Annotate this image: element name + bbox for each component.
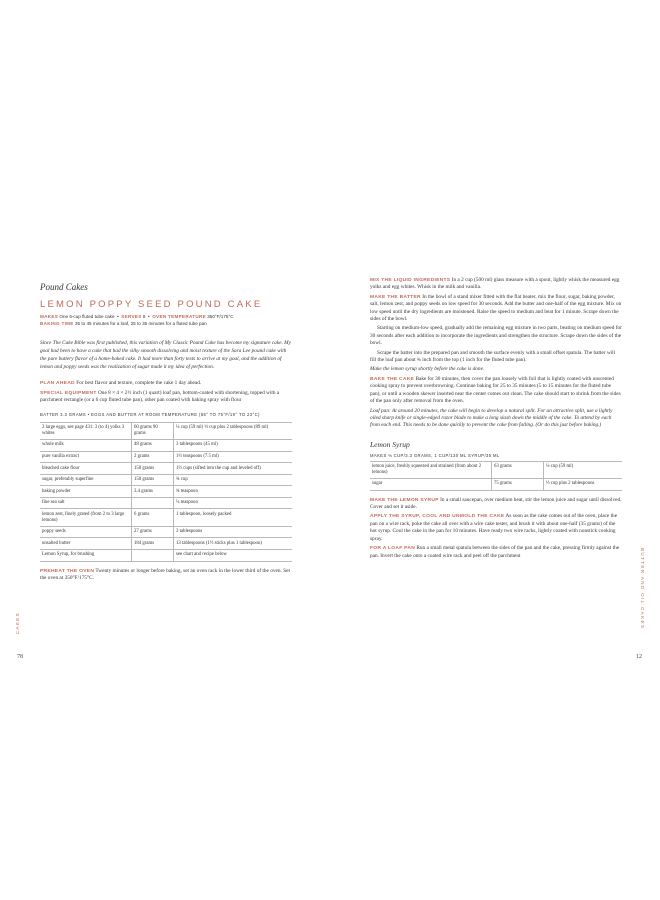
section-title: Pound Cakes: [40, 282, 88, 292]
ingredient-cell: 3 large eggs, see page 431: 3 (to 4) yolks 3 whites: [40, 422, 132, 439]
loaf-pan-note: Loaf pan: At around 20 minutes, the cake will begin to develop a natural split. For an attractive split, use a lightly oiled sharp knife or single-edged razor blade to make a long slash down the middle of the cake. To attend by each from each end. This needs to be done quickly to prevent the cake from falling. (Or do this just before baking.): [370, 407, 613, 429]
preheat-paragraph: [40, 568, 292, 583]
apply-syrup-label: APPLY THE SYRUP, COOL AND UNMOLD THE CAKE: [370, 514, 505, 520]
left-column: [40, 282, 292, 584]
meta-line-1: [40, 314, 292, 321]
grams-cell: 150 grams: [132, 463, 174, 475]
equipment-text: One 8 × 4 × 2½ inch (1 quart) loaf pan, bottom-coated with shortening, topped with a parchment rectangle (or a 6 cup fluted tube pan), other pan coated with baking spray with flour: [40, 389, 280, 404]
table-row: [40, 549, 292, 561]
right-page-number: 12: [636, 654, 642, 660]
volume-cell: ¾ teaspoon: [174, 486, 293, 498]
grams-cell: 27 grams: [132, 526, 174, 538]
plan-ahead-paragraph: [40, 380, 292, 387]
loaf-pan-label: FOR A LOAF PAN: [370, 546, 416, 552]
mix-text: In a 2 cup (500 ml) glass measure with a spout, lightly whisk the measured egg yolks and egg whites. Whisk in the milk and vanilla.: [370, 277, 620, 291]
volume-cell: ¼ cup (59 ml) ⅓ cup plus 2 tablespoons (89 ml): [174, 422, 293, 439]
bullet-icon: •: [115, 314, 120, 319]
serves-label: SERVES: [121, 314, 142, 319]
volume-cell: ¼ cup (59 ml): [544, 461, 623, 478]
apply-syrup-paragraph: [370, 513, 622, 543]
table-row: [40, 509, 292, 526]
right-running-head: BUTTER AND OIL CAKES: [640, 548, 645, 630]
table-row: [40, 422, 292, 439]
ingredient-cell: lemon juice, freshly squeezed and strained (from about 2 lemons): [370, 461, 492, 478]
volume-cell: 1½ teaspoons (7.5 ml): [174, 451, 293, 463]
ingredient-cell: sugar: [370, 479, 492, 491]
grams-cell: 48 grams: [132, 439, 174, 451]
loaf-pan-paragraph: [370, 545, 622, 560]
batter-paragraph-3: Scrape the batter into the prepared pan and smooth the surface evenly with a small offset spatula. The batter will fill the loaf pan about ¾ inch from the top (1 inch for the fluted tube pan).: [370, 349, 616, 364]
ingredient-cell: Lemon Syrup, for brushing: [40, 549, 132, 561]
grams-cell: 184 grams: [132, 538, 174, 550]
table-row: [40, 497, 292, 509]
apply-syrup-text: As soon as the cake comes out of the oven, place the pan on a wire rack, poke the cake all over with a wire cake tester, and brush it with about one-half (35 grams) of the hot syrup. Cool the cake in the pan for 10 minutes. Have ready two wire racks, lightly coated with nonstick cooking spray.: [370, 513, 618, 542]
volume-cell: 3 tablespoons: [174, 526, 293, 538]
right-column: [370, 277, 622, 562]
table-row: [40, 486, 292, 498]
make-syrup-paragraph: [370, 497, 622, 512]
table-row: [370, 461, 622, 478]
ingredient-cell: bleached cake flour: [40, 463, 132, 475]
ingredient-cell: baking powder: [40, 486, 132, 498]
ingredient-cell: fine sea salt: [40, 497, 132, 509]
grams-cell: 63 grams: [492, 461, 544, 478]
volume-cell: see chart and recipe below: [174, 549, 293, 561]
oven-temp-label: OVEN TEMPERATURE: [152, 314, 206, 319]
volume-cell: 3 tablespoons (45 ml): [174, 439, 293, 451]
make-batter-text: In the bowl of a stand mixer fitted with the flat beater, mix the flour, sugar, baking powder, salt, lemon zest, and poppy seeds on low speed for 30 seconds. Add the butter and one-half of the egg mixture. Mix on low speed until the dry ingredients are moistened. Raise the speed to medium and beat for 1 minute. Scrape down the sides of the bowl.: [370, 293, 622, 323]
make-syrup-text: In a small saucepan, over medium heat, stir the lemon juice and sugar until dissolved. Cover and set it aside.: [370, 496, 622, 511]
recipe-intro: Since The Cake Bible was first published, this variation of My Classic Pound Cake has become my signature cake. My goal had been to have a cake that had the silky smooth dissolving and moist texture of the Sara Lee pound cake with the pure buttery flavor of a home-baked cake. It had more than forty tests to arrive at my goal, and the addition of lemon and poppy seeds was the realization of sugar made it my idea of perfection.: [40, 340, 291, 370]
table-row: [40, 474, 292, 486]
grams-cell: 75 grams: [492, 479, 544, 491]
serves-value: 8: [142, 314, 146, 319]
table-row: [370, 479, 622, 491]
table-row: [40, 538, 292, 550]
grams-cell: 3.4 grams: [132, 486, 174, 498]
ingredient-cell: sugar, preferably superfine: [40, 474, 132, 486]
volume-cell: 13 tablespoons (1½ sticks plus 1 tablespoon): [174, 538, 293, 550]
ingredient-cell: whole milk: [40, 439, 132, 451]
bake-label: BAKE THE CAKE: [370, 376, 415, 382]
batter-ingredients-table: [40, 422, 292, 562]
syrup-ingredients-table: [370, 461, 622, 491]
bullet-icon: •: [146, 314, 151, 319]
oven-temp-value: 350°F/175°C: [207, 314, 234, 319]
batter-header: BATTER 3.3 GRAMS • EGGS AND BUTTER AT ROOM TEMPERATURE (65° TO 75°F/19° TO 23°C): [40, 411, 260, 417]
equipment-paragraph: [40, 390, 292, 405]
preheat-label: PREHEAT THE OVEN: [40, 568, 95, 574]
table-row: [40, 526, 292, 538]
grams-cell: 150 grams: [132, 474, 174, 486]
preheat-text: Twenty minutes or longer before baking, set an oven rack in the lower third of the oven. Set the oven at 350°F/175°C.: [40, 567, 290, 581]
volume-cell: ¼ teaspoon: [174, 497, 293, 509]
bake-paragraph: [370, 376, 622, 406]
bake-text: Bake for 30 minutes, then cover the pan loosely with foil that is lightly coated with unscented cooking spray to prevent overbrowning. Continue baking for 25 to 35 minutes (5 to 15 minutes for the fluted tube pan), or until a wooden skewer inserted near the center comes out clean. The cake should start to shrink from the sides of the pan only after removal from the oven.: [370, 375, 621, 405]
baking-time-label: BAKING TIME: [40, 320, 74, 326]
left-running-head: CAKES: [15, 612, 20, 635]
grams-cell: 6 grams: [132, 509, 174, 526]
recipe-meta: [40, 314, 292, 327]
grams-cell: [132, 549, 174, 561]
syrup-note: Make the lemon syrup shortly before the cake is done.: [370, 366, 485, 373]
ingredient-cell: unsalted butter: [40, 538, 132, 550]
table-row: [40, 439, 292, 451]
meta-line-2: [40, 321, 292, 328]
lemon-syrup-title: Lemon Syrup: [370, 439, 410, 449]
grams-cell: [132, 497, 174, 509]
plan-ahead-label: PLAN AHEAD: [40, 381, 75, 387]
makes-label: MAKES: [40, 314, 59, 319]
batter-paragraph: [370, 294, 622, 324]
table-row: [40, 463, 292, 475]
table-row: [40, 451, 292, 463]
left-page-number: 78: [17, 654, 23, 660]
volume-cell: 1 tablespoon, loosely packed: [174, 509, 293, 526]
mix-paragraph: [370, 277, 622, 292]
loaf-pan-text: Run a small metal spatula between the sides of the pan and the cake, pressing firmly against the pan. Invert the cake onto a coated wire rack and peel off the parchment: [370, 545, 620, 559]
ingredient-cell: pure vanilla extract: [40, 451, 132, 463]
ingredient-cell: poppy seeds: [40, 526, 132, 538]
plan-ahead-text: For best flavor and texture, complete the cake 1 day ahead.: [76, 380, 202, 387]
baking-time-value: 35 to 45 minutes for a loaf, 25 to 35 minutes for a fluted tube pan: [74, 320, 207, 326]
recipe-title: LEMON POPPY SEED POUND CAKE: [40, 299, 263, 310]
grams-cell: 60 grams 90 grams: [132, 422, 174, 439]
make-batter-label: MAKE THE BATTER: [370, 294, 421, 300]
equipment-label: SPECIAL EQUIPMENT: [40, 390, 97, 396]
ingredient-cell: lemon zest, finely grated (from 2 to 3 large lemons): [40, 509, 132, 526]
batter-paragraph-2: Starting on medium-low speed, gradually add the remaining egg mixture in two parts, beating on medium speed for 30 seconds after each addition to incorporate the ingredients and strengthen the structure. Scrape down the sides of the bowl.: [370, 325, 622, 347]
mix-label: MIX THE LIQUID INGREDIENTS: [370, 278, 451, 283]
volume-cell: ⅓ cup plus 2 tablespoons: [544, 479, 623, 491]
volume-cell: 1½ cups (sifted into the cup and leveled off): [174, 463, 293, 475]
volume-cell: ¾ cup: [174, 474, 293, 486]
grams-cell: 2 grams: [132, 451, 174, 463]
makes-value: One 5-cup fluted tube cake: [59, 314, 115, 319]
right-page: [330, 0, 660, 900]
lemon-syrup-makes: MAKES ⅓ CUP/3.3 GRAMS, 1 CUP/130 ML SYRUP/35 ML: [370, 452, 500, 458]
make-syrup-label: MAKE THE LEMON SYRUP: [370, 497, 439, 503]
